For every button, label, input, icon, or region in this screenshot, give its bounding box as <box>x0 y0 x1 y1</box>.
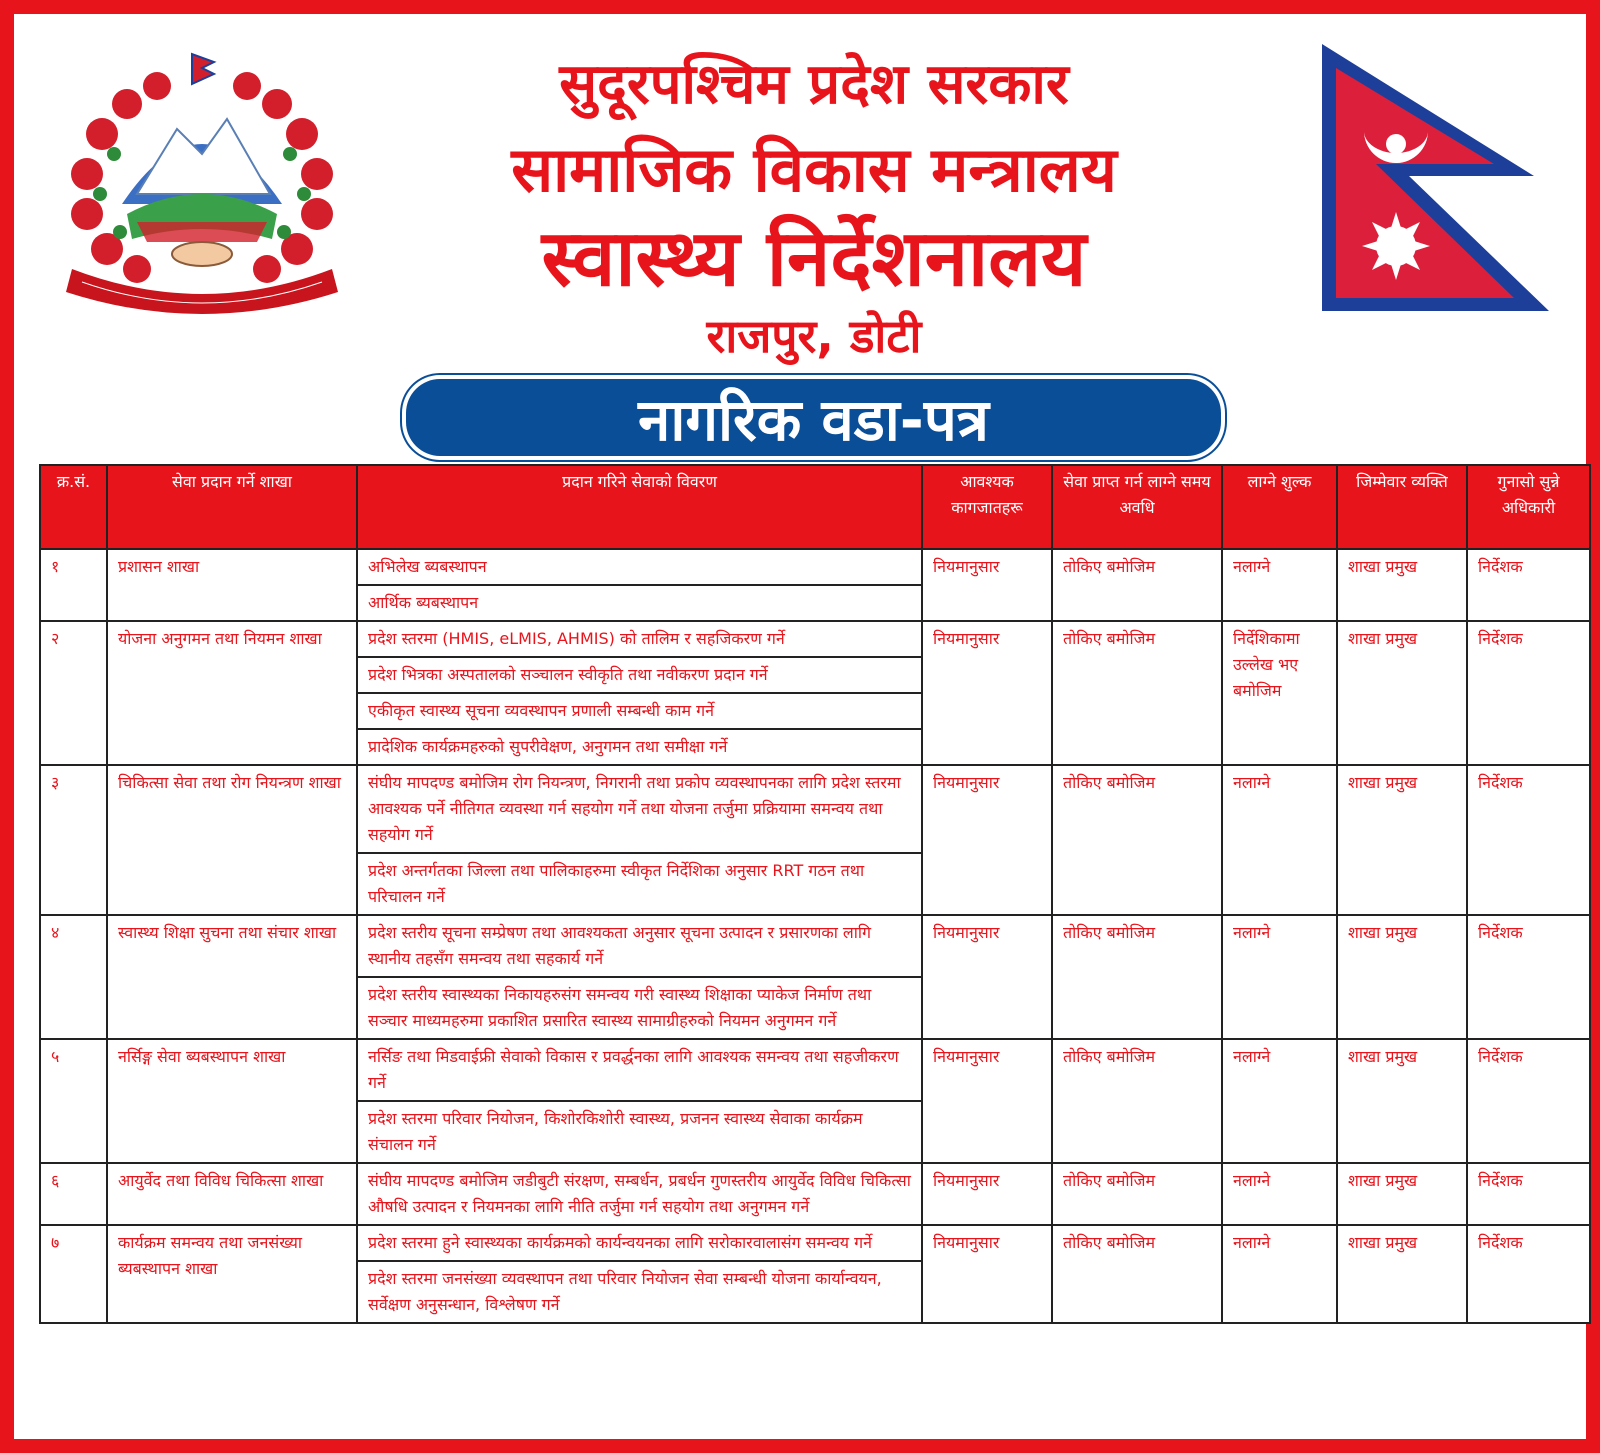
time-cell: तोकिए बमोजिम <box>1052 1225 1222 1323</box>
service-list <box>357 1163 922 1225</box>
branch-name: स्वास्थ्य शिक्षा सुचना तथा संचार शाखा <box>107 915 357 1039</box>
table-header-row <box>40 465 1590 549</box>
time-cell: तोकिए बमोजिम <box>1052 549 1222 621</box>
service-list <box>357 621 922 765</box>
citizen-charter-banner: नागरिक वडा-पत्र <box>406 379 1221 456</box>
serial-number: ५ <box>40 1039 107 1163</box>
table-row <box>40 765 1590 915</box>
header-documents: आवश्यक कागजातहरू <box>922 465 1052 549</box>
branch-name: योजना अनुगमन तथा नियमन शाखा <box>107 621 357 765</box>
branch-name: नर्सिङ्ग सेवा ब्यबस्थापन शाखा <box>107 1039 357 1163</box>
table-row <box>40 621 1590 765</box>
fee-cell: नलाग्ने <box>1222 549 1337 621</box>
header-grievance: गुनासो सुन्ने अधिकारी <box>1467 465 1590 549</box>
responsible-cell: शाखा प्रमुख <box>1337 1225 1467 1323</box>
branch-name: आयुर्वेद तथा विविध चिकित्सा शाखा <box>107 1163 357 1225</box>
service-item: प्रदेश स्तरमा परिवार नियोजन, किशोरकिशोरी स्वास्थ्य, प्रजनन स्वास्थ्य सेवाका कार्यक्रम संचालन गर्ने <box>368 1109 863 1154</box>
documents-cell: नियमानुसार <box>922 1225 1052 1323</box>
service-list <box>357 1039 922 1163</box>
service-item: प्रदेश स्तरीय स्वास्थ्यका निकायहरुसंग समन्वय गरी स्वास्थ्य शिक्षाका प्याकेज निर्माण तथा सञ्चार माध्यमहरुमा प्रकाशित प्रसारित स्वास्थ्य सामाग्रीहरुको नियमन अनुगमन गर्ने <box>368 985 872 1030</box>
responsible-cell: शाखा प्रमुख <box>1337 915 1467 1039</box>
serial-number: २ <box>40 621 107 765</box>
location-title: राजपुर, डोटी <box>706 309 922 363</box>
grievance-cell: निर्देशक <box>1467 915 1590 1039</box>
service-item: अभिलेख ब्यबस्थापन <box>358 550 921 586</box>
service-item: प्रदेश स्तरीय सूचना सम्प्रेषण तथा आवश्यकता अनुसार सूचना उत्पादन र प्रसारणका लागि स्थानीय तहसँग समन्वय तथा सहकार्य गर्ने <box>358 916 921 978</box>
branch-name: प्रशासन शाखा <box>107 549 357 621</box>
grievance-cell: निर्देशक <box>1467 549 1590 621</box>
responsible-cell: शाखा प्रमुख <box>1337 549 1467 621</box>
service-list <box>357 765 922 915</box>
service-list <box>357 915 922 1039</box>
service-item: प्रादेशिक कार्यक्रमहरुको सुपरीवेक्षण, अनुगमन तथा समीक्षा गर्ने <box>368 737 728 756</box>
fee-cell: नलाग्ने <box>1222 765 1337 915</box>
grievance-cell: निर्देशक <box>1467 1163 1590 1225</box>
table-row <box>40 1225 1590 1323</box>
documents-cell: नियमानुसार <box>922 915 1052 1039</box>
time-cell: तोकिए बमोजिम <box>1052 1163 1222 1225</box>
time-cell: तोकिए बमोजिम <box>1052 765 1222 915</box>
service-item: संघीय मापदण्ड बमोजिम जडीबुटी संरक्षण, सम्बर्धन, प्रबर्धन गुणस्तरीय आयुर्वेद विविध चिकित्सा औषधि उत्पादन र नियमनका लागि नीति तर्जुमा गर्न सहयोग तथा अनुगमन गर्ने <box>368 1171 911 1216</box>
service-item: नर्सिङ तथा मिडवाईफ्री सेवाको विकास र प्रवर्द्धनका लागि आवश्यक समन्वय तथा सहजीकरण गर्ने <box>358 1040 921 1102</box>
header-branch: सेवा प्रदान गर्ने शाखा <box>107 465 357 549</box>
province-government-title: सुदूरपश्चिम प्रदेश सरकार <box>559 52 1069 117</box>
serial-number: ७ <box>40 1225 107 1323</box>
table-row <box>40 915 1590 1039</box>
responsible-cell: शाखा प्रमुख <box>1337 765 1467 915</box>
responsible-cell: शाखा प्रमुख <box>1337 621 1467 765</box>
grievance-cell: निर्देशक <box>1467 1225 1590 1323</box>
documents-cell: नियमानुसार <box>922 549 1052 621</box>
fee-cell: निर्देशिकामा उल्लेख भए बमोजिम <box>1222 621 1337 765</box>
service-item: आर्थिक ब्यबस्थापन <box>368 593 479 612</box>
table-row <box>40 1163 1590 1225</box>
time-cell: तोकिए बमोजिम <box>1052 621 1222 765</box>
documents-cell: नियमानुसार <box>922 1039 1052 1163</box>
service-item: प्रदेश स्तरमा जनसंख्या व्यवस्थापन तथा परिवार नियोजन सेवा सम्बन्धी योजना कार्यान्वयन, सर्वेक्षण अनुसन्धान, विश्लेषण गर्ने <box>368 1269 882 1314</box>
service-item: एकीकृत स्वास्थ्य सूचना व्यवस्थापन प्रणाली सम्बन्धी काम गर्ने <box>358 694 921 730</box>
service-item: प्रदेश अन्तर्गतका जिल्ला तथा पालिकाहरुमा स्वीकृत निर्देशिका अनुसार RRT गठन तथा परिचालन गर्ने <box>368 861 865 906</box>
header-responsible: जिम्मेवार व्यक्ति <box>1337 465 1467 549</box>
responsible-cell: शाखा प्रमुख <box>1337 1039 1467 1163</box>
serial-number: १ <box>40 549 107 621</box>
time-cell: तोकिए बमोजिम <box>1052 915 1222 1039</box>
documents-cell: नियमानुसार <box>922 621 1052 765</box>
branch-name: कार्यक्रम समन्वय तथा जनसंख्या ब्यबस्थापन शाखा <box>107 1225 357 1323</box>
grievance-cell: निर्देशक <box>1467 765 1590 915</box>
ministry-title: सामाजिक विकास मन्त्रालय <box>511 133 1117 206</box>
documents-cell: नियमानुसार <box>922 765 1052 915</box>
directorate-title: स्वास्थ्य निर्देशनालय <box>541 214 1087 304</box>
documents-cell: नियमानुसार <box>922 1163 1052 1225</box>
service-item: संघीय मापदण्ड बमोजिम रोग नियन्त्रण, निगरानी तथा प्रकोप व्यवस्थापनका लागि प्रदेश स्तरमा आवश्यक पर्ने नीतिगत व्यवस्था गर्न सहयोग गर्ने तथा योजना तर्जुमा प्रक्रियामा समन्वय तथा सहयोग गर्ने <box>358 766 921 854</box>
time-cell: तोकिए बमोजिम <box>1052 1039 1222 1163</box>
header-serial: क्र.सं. <box>40 465 107 549</box>
header-fee: लाग्ने शुल्क <box>1222 465 1337 549</box>
service-list <box>357 1225 922 1323</box>
grievance-cell: निर्देशक <box>1467 1039 1590 1163</box>
fee-cell: नलाग्ने <box>1222 1163 1337 1225</box>
service-item: प्रदेश भित्रका अस्पतालको सञ्चालन स्वीकृति तथा नवीकरण प्रदान गर्ने <box>358 658 921 694</box>
nepal-flag-icon <box>1314 36 1564 326</box>
table-row <box>40 1039 1590 1163</box>
serial-number: ३ <box>40 765 107 915</box>
fee-cell: नलाग्ने <box>1222 1039 1337 1163</box>
serial-number: ४ <box>40 915 107 1039</box>
service-list <box>357 549 922 621</box>
branch-name: चिकित्सा सेवा तथा रोग नियन्त्रण शाखा <box>107 765 357 915</box>
header-time: सेवा प्राप्त गर्न लाग्ने समय अवधि <box>1052 465 1222 549</box>
table-row <box>40 549 1590 621</box>
service-item: प्रदेश स्तरमा (HMIS, eLMIS, AHMIS) को तालिम र सहजिकरण गर्ने <box>358 622 921 658</box>
header-service-details: प्रदान गरिने सेवाको विवरण <box>357 465 922 549</box>
fee-cell: नलाग्ने <box>1222 915 1337 1039</box>
fee-cell: नलाग्ने <box>1222 1225 1337 1323</box>
grievance-cell: निर्देशक <box>1467 621 1590 765</box>
service-item: प्रदेश स्तरमा हुने स्वास्थ्यका कार्यक्रमको कार्यन्वयनका लागि सरोकारवालासंग समन्वय गर्ने <box>358 1226 921 1262</box>
responsible-cell: शाखा प्रमुख <box>1337 1163 1467 1225</box>
serial-number: ६ <box>40 1163 107 1225</box>
nepal-emblem-icon <box>42 44 362 324</box>
citizen-charter-table <box>39 464 1591 1324</box>
